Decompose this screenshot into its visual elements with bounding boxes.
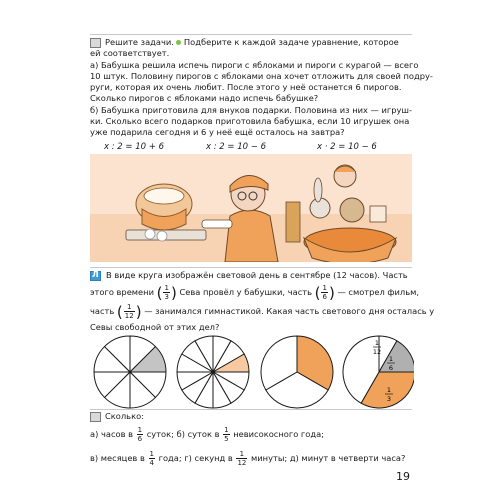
fraction-1-5: $\frac{1}{5}$ [224, 426, 229, 443]
task1-heading-cont: ей соответствует. [90, 48, 170, 58]
task3-row-1: а) часов в $\frac{1}{6}$ суток; б) суток в $\frac{1}{5}$ невисокосного года; [90, 426, 324, 443]
pie-4-label-2-den: 6 [388, 364, 394, 372]
equation-3: x · 2 = 10 − 6 [317, 142, 377, 152]
task1-a-line-2: 10 штук. Половину пирогов с яблоками она хочет отложить для своей подру- [90, 71, 433, 81]
task1-top-rule [90, 34, 412, 35]
task2-line-3: часть ( $\frac{1}{12}$ ) — занимался гимнастикой. Какая часть светового дня осталась у [90, 302, 435, 321]
pie-4-label-2-num: 1 [388, 355, 394, 363]
page-number: 19 [396, 470, 410, 483]
task3-row-2: в) месяцев в $\frac{1}{4}$ года; г) секунд в $\frac{1}{12}$ минуты; д) минут в четверти часа? [90, 450, 406, 467]
pie-4-label-3-den: 3 [386, 395, 392, 403]
task2-line-2: этого времени ( $\frac{1}{3}$ ) Сева провёл у бабушки, часть ( $\frac{1}{6}$ ) — смотрел фильм, [90, 283, 420, 302]
pie-4-label-3-num: 1 [386, 386, 392, 394]
task1-b-line-2: ки. Сколько всего подарков приготовила бабушка, если 10 игрушек она [90, 116, 410, 126]
task1-heading: Решите задачи. Подберите к каждой задаче уравнение, которое [105, 37, 399, 47]
task1-a-line-3: руги, которая их очень любит. После этого у неё останется 6 пирогов. [90, 82, 402, 92]
task3-square-icon [90, 412, 101, 422]
task1-a-line-4: Сколько пирогов с яблоками надо испечь бабушке? [90, 93, 319, 103]
fraction-1-6: $\frac{1}{6}$ [322, 284, 327, 301]
fraction-1-12-b: $\frac{1}{12}$ [237, 450, 247, 467]
fraction-1-4: $\frac{1}{4}$ [149, 450, 154, 467]
task3-heading: Сколько: [105, 411, 144, 421]
task2-line-1: В виде круга изображён световой день в сентябре (12 часов). Часть [106, 270, 408, 280]
equation-1: x : 2 = 10 + 6 [104, 142, 164, 152]
pie-4-label-1-den: 12 [372, 348, 382, 356]
task1-b-line-3: уже подарила сегодня и 6 у неё ещё осталось на завтра? [90, 127, 345, 137]
fraction-1-12: $\frac{1}{12}$ [124, 303, 134, 320]
task1-square-icon [90, 38, 101, 48]
fraction-1-6-b: $\frac{1}{6}$ [137, 426, 143, 443]
day-circle-diagrams [88, 333, 414, 413]
grandma-illustration [90, 154, 412, 262]
task2-line-4: Севы свободной от этих дел? [90, 322, 220, 332]
pie-4-label-1-num: 1 [374, 339, 380, 347]
fraction-1-3: $\frac{1}{3}$ [164, 284, 169, 301]
task3-top-rule [90, 409, 412, 410]
green-dot-icon [176, 40, 181, 45]
task1-b-line-1: б) Бабушка приготовила для внуков подарки. Половина из них — игруш- [90, 105, 413, 115]
task2-top-rule [90, 267, 412, 268]
equation-2: x : 2 = 10 − 6 [206, 142, 266, 152]
task2-letter-badge: Л [90, 271, 101, 281]
task1-a-line-1: а) Бабушка решила испечь пироги с яблоками и пироги с курагой — всего [90, 60, 419, 70]
